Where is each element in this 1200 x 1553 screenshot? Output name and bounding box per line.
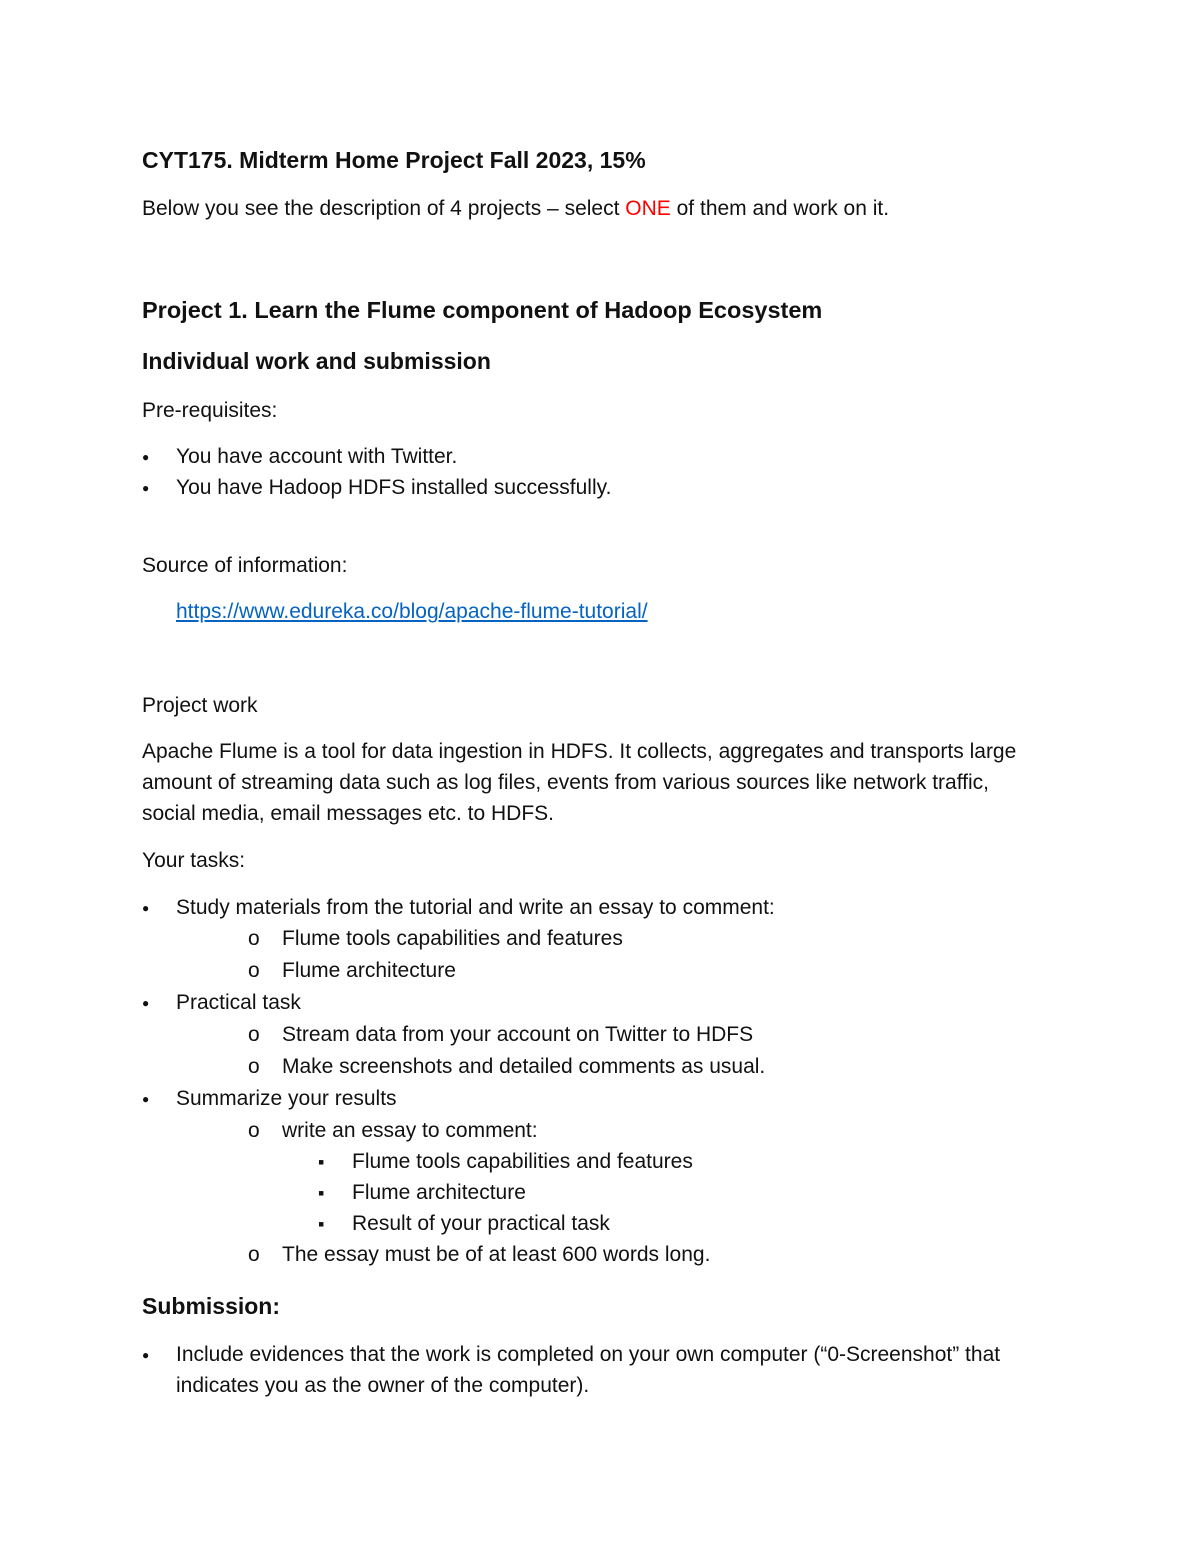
task-item: Practical task <box>176 991 301 1014</box>
bullet-circle-icon <box>248 1053 260 1081</box>
intro-text-before: Below you see the description of 4 projects – select <box>142 197 626 220</box>
document-title: CYT175. Midterm Home Project Fall 2023, 15% <box>142 147 646 173</box>
prereq-label: Pre-requisites: <box>142 399 278 422</box>
bullet-disc-icon <box>142 894 149 924</box>
bullet-disc-icon <box>142 1341 149 1371</box>
task-subitem: Flume architecture <box>282 959 456 982</box>
tasks-label: Your tasks: <box>142 849 246 872</box>
bullet-disc-icon <box>142 1085 149 1115</box>
bullet-disc-icon <box>142 443 149 473</box>
submission-heading: Submission: <box>142 1293 281 1319</box>
bullet-square-icon <box>318 1179 324 1207</box>
bullet-circle-icon <box>248 1241 260 1269</box>
task-subitem: The essay must be of at least 600 words long. <box>282 1243 711 1266</box>
task-subsubitem: Result of your practical task <box>352 1212 610 1235</box>
bullet-circle-icon <box>248 1117 260 1145</box>
bullet-square-icon <box>318 1148 324 1176</box>
bullet-disc-icon <box>142 474 149 504</box>
task-item: Summarize your results <box>176 1087 397 1110</box>
task-subitem: Make screenshots and detailed comments as usual. <box>282 1055 766 1078</box>
description-line: social media, email messages etc. to HDFS. <box>142 802 554 825</box>
description-line: amount of streaming data such as log files, events from various sources like network traffic, <box>142 771 989 794</box>
prereq-item: You have Hadoop HDFS installed successfully. <box>176 476 612 499</box>
intro-highlight: ONE <box>625 197 671 220</box>
intro-text-after: of them and work on it. <box>670 197 890 220</box>
subheading: Individual work and submission <box>142 348 491 374</box>
submission-line: Include evidences that the work is completed on your own computer (“0-Screenshot” that <box>176 1343 1001 1366</box>
task-subsubitem: Flume tools capabilities and features <box>352 1150 693 1173</box>
task-item: Study materials from the tutorial and write an essay to comment: <box>176 896 775 919</box>
prereq-item: You have account with Twitter. <box>176 445 458 468</box>
project-work-label: Project work <box>142 694 258 717</box>
bullet-circle-icon <box>248 1021 260 1049</box>
project-heading: Project 1. Learn the Flume component of Hadoop Ecosystem <box>142 297 823 323</box>
intro-paragraph <box>142 195 889 223</box>
task-subitem: Flume tools capabilities and features <box>282 927 623 950</box>
submission-line: indicates you as the owner of the computer). <box>176 1374 590 1397</box>
source-link[interactable]: https://www.edureka.co/blog/apache-flume-tutorial/ <box>176 600 648 623</box>
bullet-square-icon <box>318 1210 324 1238</box>
task-subitem: write an essay to comment: <box>282 1119 538 1142</box>
task-subsubitem: Flume architecture <box>352 1181 526 1204</box>
source-label: Source of information: <box>142 554 348 577</box>
bullet-circle-icon <box>248 957 260 985</box>
description-line: Apache Flume is a tool for data ingestion in HDFS. It collects, aggregates and transports large <box>142 740 1017 763</box>
bullet-circle-icon <box>248 925 260 953</box>
bullet-disc-icon <box>142 989 149 1019</box>
task-subitem: Stream data from your account on Twitter to HDFS <box>282 1023 754 1046</box>
